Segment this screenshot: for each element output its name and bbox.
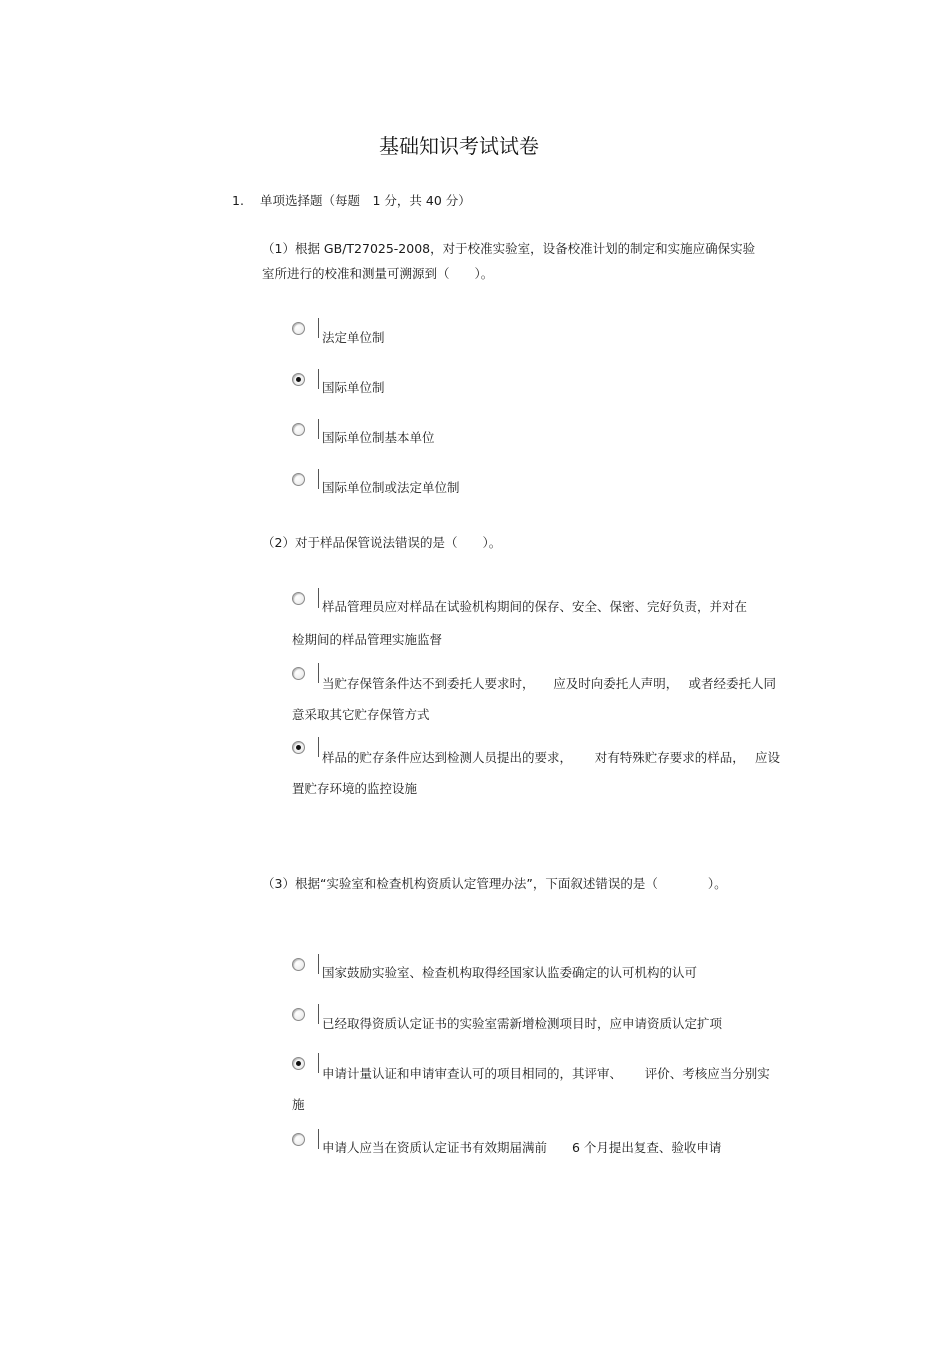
radio-button[interactable] — [292, 322, 305, 335]
section-heading: 单项选择题（每题 1 分，共 40 分） — [260, 193, 471, 208]
option-label: 申请人应当在资质认定证书有效期届满前 6 个月提出复查、验收申请 — [322, 1140, 722, 1155]
radio-button[interactable] — [292, 592, 305, 605]
divider — [318, 1004, 319, 1024]
option-label: 法定单位制 — [322, 330, 385, 345]
option-label: 国际单位制基本单位 — [322, 430, 435, 445]
option-label: 申请计量认证和申请审查认可的项目相同的，其评审、 评价、考核应当分别实 — [322, 1066, 770, 1081]
divider — [318, 318, 319, 338]
option-label: 样品的贮存条件应达到检测人员提出的要求， 对有特殊贮存要求的样品， 应设 — [322, 750, 780, 765]
section-number: 1. — [232, 193, 244, 208]
option-label-continued: 检期间的样品管理实施监督 — [292, 632, 443, 647]
option-label: 国际单位制 — [322, 380, 385, 395]
radio-button-selected[interactable] — [292, 373, 305, 386]
question-stem-line: （3）根据“实验室和检查机构资质认定管理办法”，下面叙述错误的是（ ）。 — [262, 876, 727, 891]
divider — [318, 1129, 319, 1149]
option-label-continued: 置贮存环境的监控设施 — [292, 781, 418, 796]
radio-button[interactable] — [292, 667, 305, 680]
divider — [318, 663, 319, 683]
option-label: 国际单位制或法定单位制 — [322, 480, 460, 495]
option-label: 当贮存保管条件达不到委托人要求时， 应及时向委托人声明， 或者经委托人同 — [322, 676, 776, 691]
question-stem-line: （1）根据 GB/T27025-2008，对于校准实验室，设备校准计划的制定和实施应确保实验 — [262, 241, 756, 256]
divider — [318, 369, 319, 389]
question-stem-line: （2）对于样品保管说法错误的是（ ）。 — [262, 535, 502, 550]
radio-button-selected[interactable] — [292, 1057, 305, 1070]
divider — [318, 954, 319, 974]
option-label: 已经取得资质认定证书的实验室需新增检测项目时，应申请资质认定扩项 — [322, 1016, 723, 1031]
radio-button[interactable] — [292, 1133, 305, 1146]
radio-button[interactable] — [292, 473, 305, 486]
divider — [318, 469, 319, 489]
radio-button[interactable] — [292, 958, 305, 971]
radio-button-selected[interactable] — [292, 741, 305, 754]
question-stem-line: 室所进行的校准和测量可溯源到（ ）。 — [262, 266, 494, 281]
option-label-continued: 施 — [292, 1097, 305, 1112]
radio-button[interactable] — [292, 423, 305, 436]
option-label: 国家鼓励实验室、检查机构取得经国家认监委确定的认可机构的认可 — [322, 965, 698, 980]
divider — [318, 419, 319, 439]
divider — [318, 1053, 319, 1073]
option-label-continued: 意采取其它贮存保管方式 — [292, 707, 430, 722]
option-label: 样品管理员应对样品在试验机构期间的保存、安全、保密、完好负责，并对在 — [322, 599, 748, 614]
divider — [318, 588, 319, 608]
radio-button[interactable] — [292, 1008, 305, 1021]
page-title: 基础知识考试试卷 — [379, 134, 539, 158]
divider — [318, 737, 319, 757]
